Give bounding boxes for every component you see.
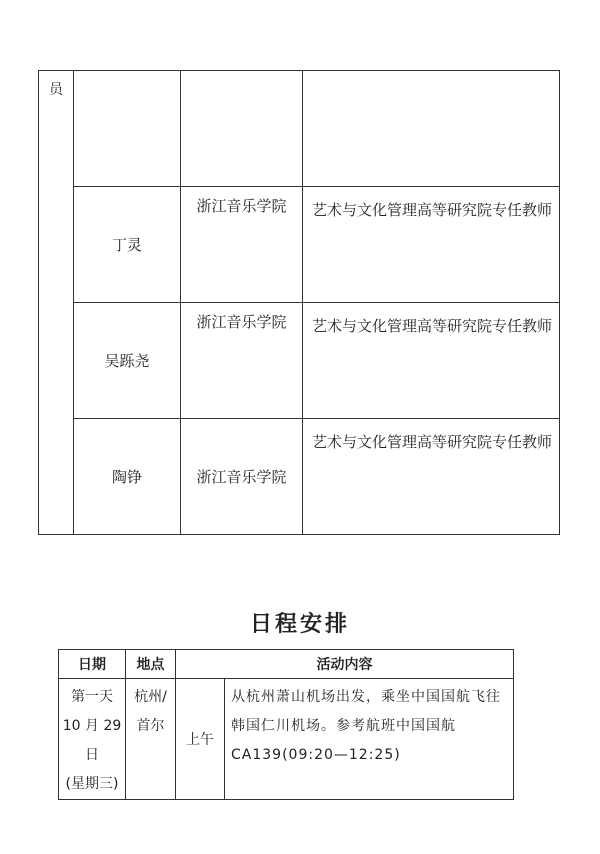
empty-cell — [74, 71, 181, 187]
header-date: 日期 — [59, 650, 126, 679]
schedule-time: 上午 — [176, 679, 225, 800]
member-name: 丁灵 — [74, 187, 181, 303]
schedule-location-line2: 首尔 — [136, 718, 165, 734]
schedule-location-cell — [126, 679, 176, 800]
schedule-content: 从杭州萧山机场出发，乘坐中国国航飞往韩国仁川机场。参考航班中国国航CA139(09:20—12:25) — [225, 679, 514, 800]
member-title: 艺术与文化管理高等研究院专任教师 — [303, 419, 560, 535]
schedule-header-row — [59, 650, 514, 679]
table-row — [39, 303, 560, 419]
header-activity: 活动内容 — [176, 650, 514, 679]
table-row — [39, 419, 560, 535]
table-row — [39, 187, 560, 303]
schedule-weekday: (星期三) — [65, 776, 119, 792]
member-name: 吴跞尧 — [74, 303, 181, 419]
empty-cell — [181, 71, 303, 187]
header-location: 地点 — [126, 650, 176, 679]
member-institution: 浙江音乐学院 — [181, 419, 303, 535]
schedule-date: 10 月 29 日 — [62, 718, 122, 763]
member-institution: 浙江音乐学院 — [181, 187, 303, 303]
member-name: 陶铮 — [74, 419, 181, 535]
role-label: 员 — [49, 82, 63, 98]
member-title: 艺术与文化管理高等研究院专任教师 — [303, 187, 560, 303]
member-institution: 浙江音乐学院 — [181, 303, 303, 419]
schedule-day: 第一天 — [71, 689, 113, 705]
schedule-table — [58, 649, 514, 800]
schedule-location-line1: 杭州/ — [134, 689, 167, 705]
schedule-title: 日程安排 — [249, 612, 350, 637]
table-row — [39, 71, 560, 187]
member-title: 艺术与文化管理高等研究院专任教师 — [303, 303, 560, 419]
members-table — [38, 70, 560, 535]
schedule-day-cell — [59, 679, 126, 800]
role-cell — [39, 71, 74, 535]
table-row — [59, 679, 514, 800]
empty-cell — [303, 71, 560, 187]
